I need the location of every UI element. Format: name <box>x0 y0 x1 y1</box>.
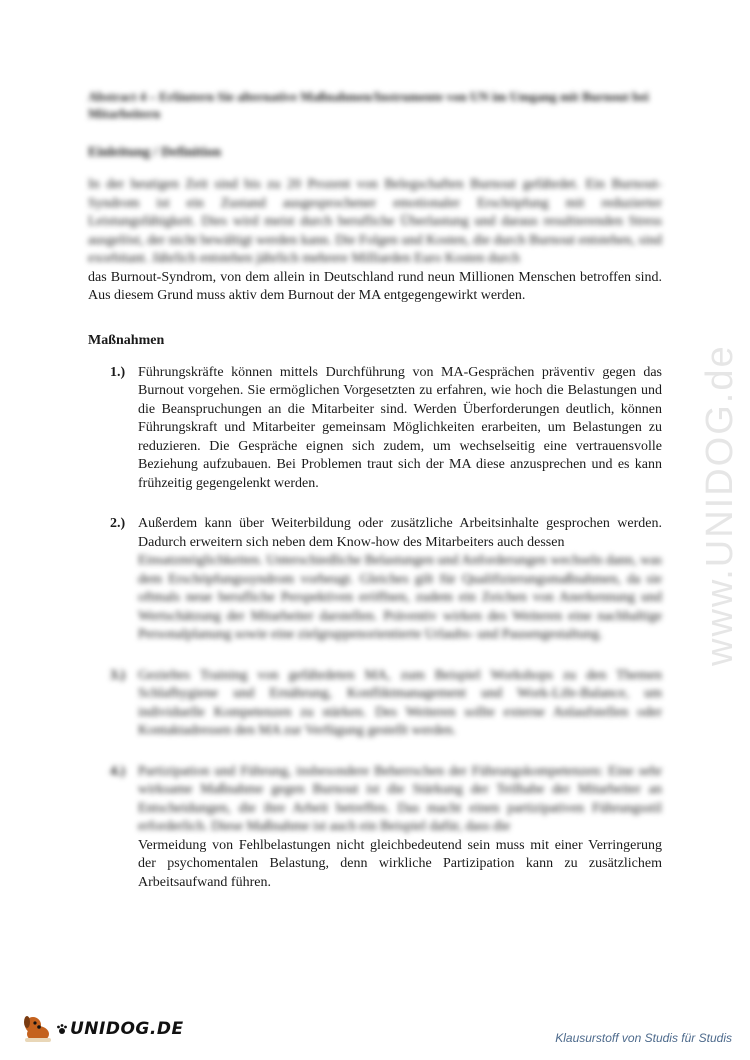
dog-icon <box>22 1014 56 1044</box>
list-item-text: Führungskräfte können mittels Durchführung von MA-Gesprächen präventiv gegen das Burnout vorgehen. Sie ermöglichen Vorgesetzten zu erfahren, wie hoch die Belastungen und die Beanspruchungen an die Mitarbeiter sind. Werden Überforderungen deutlich, können Führungskraft und Mitarbeiter gemeinsam Möglichkeiten erarbeiten, um Belastungen zu reduzieren. Die Gespräche eignen sich zudem, um wechselseitig eine vertrauensvolle Beziehung aufzubauen. Bei Problemen traut sich der MA diese anzusprechen und es kann frühzeitig gegengelenkt werden. <box>138 364 662 491</box>
measures-heading: Maßnahmen <box>88 332 165 348</box>
watermark-text: www.UNIDOG.de <box>699 344 741 666</box>
document-content <box>88 88 662 914</box>
list-item-text-blurred: Partizipation und Führung, insbesondere Beherrschen der Führungskompetenzen: Eine sehr wirksame Maßnahme gegen Burnout ist die Stärkung der Teilhabe der Mitarbeiter an Entscheidungen, die ihre Arbeit betreffen. Das macht einen partizipativen Führungsstil erforderlich. Diese Maßnahme ist auch ein Beispiel dafür, dass die <box>138 763 662 834</box>
list-item-number: 3.) <box>110 667 126 683</box>
list-item-text: Vermeidung von Fehlbelastungen nicht gleichbedeutend sein muss mit einer Verringerung der psychomentalen Belastung, denn wirkliche Partizipation kann zu zusätzlichem Arbeitsaufwand führen. <box>138 837 662 890</box>
list-item-text-blurred: Gezieltes Training von gefährdeten MA, zum Beispiel Workshops zu den Themen Schlafhygiene und Ernährung, Konfliktmanagement und Work-Life-Balance, um individuelle Kompetenzen zu stärken. Des Weiteren sollte externe Anlaufstellen oder Kontaktadressen den MA zur Verfügung gestellt werden. <box>138 667 662 738</box>
footer-tagline: Klausurstoff von Studis für Studis <box>555 1031 732 1045</box>
list-item-1 <box>110 364 662 494</box>
list-item-number: 4.) <box>110 763 126 779</box>
list-item-number: 1.) <box>110 364 126 380</box>
list-item-text-blurred: Einsatzmöglichkeiten. Unterschiedliche Belastungen und Anforderungen wechseln dann, was dem Erschöpfungssyndrom vorbeugt. Gleiches gilt für Qualifizierungsmaßnahmen, da sie oftmals neue berufliche Perspektiven eröffnen, zudem ein Zeichen von Anerkennung und Wertschätzung der Mitarbeiter darstellen. Präventiv wirken des Weiteren eine nachhaltige Personalplanung sowie eine zielgruppenorientierte Urlaubs- und Pausengestaltung. <box>138 553 662 642</box>
intro-heading: Einleitung / Definition <box>88 145 222 160</box>
list-item-text: Außerdem kann über Weiterbildung oder zusätzliche Arbeitsinhalte gesprochen werden. Dadurch erweitern sich neben dem Know-how des Mitarbeiters auch dessen <box>138 516 662 550</box>
intro-paragraph-blurred: In der heutigen Zeit sind bis zu 20 Prozent von Belegschaften Burnout gefährdet. Ein Burnout-Syndrom ist ein Zustand ausgesprochener emotionaler Erschöpfung mit reduzierter Leistungsfähigkeit. Dies wird meist durch berufliche Überlastung und daraus resultierenden Stress ausgelöst, der nicht bewältigt werden kann. Die Folgen und Kosten, die durch Burnout entstehen, sind exorbitant. Jährlich entstehen jährlich mehrere Milliarden Euro Kosten durch <box>88 177 662 266</box>
paw-icon <box>56 1023 68 1035</box>
logo-text: UNIDOG.DE <box>70 1019 184 1039</box>
list-item-3 <box>110 667 662 741</box>
list-item-2 <box>110 515 662 645</box>
unidog-logo[interactable] <box>22 1014 184 1044</box>
list-item-number: 2.) <box>110 516 126 531</box>
document-title: Abstract 4 – Erläutern Sie alternative Maßnahmen/Instrumente von UN im Umgang mit Burnout bei Mitarbeitern <box>88 89 649 121</box>
intro-section <box>88 176 662 306</box>
list-item-4 <box>110 763 662 893</box>
intro-paragraph: das Burnout-Syndrom, von dem allein in Deutschland rund neun Millionen Menschen betroffen sind. Aus diesem Grund muss aktiv dem Burnout der MA entgegengewirkt werden. <box>88 269 662 303</box>
